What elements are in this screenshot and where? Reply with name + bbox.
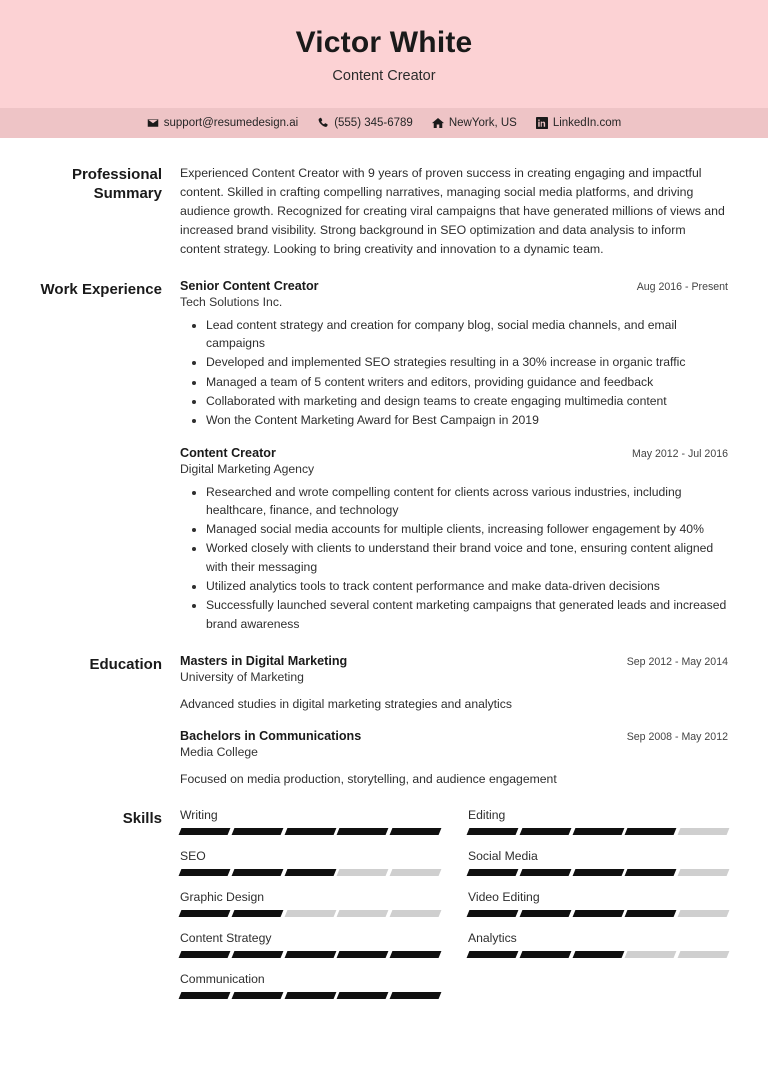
experience-bullet: • Won the Content Marketing Award for Best Campaign in 2019 [206, 411, 728, 429]
experience-entry [180, 279, 728, 430]
experience-list [180, 279, 728, 634]
experience-job-title: Content Creator [180, 445, 276, 460]
skill-name: Video Editing [468, 890, 540, 905]
skill-name: Communication [180, 972, 265, 987]
skill-rating-bar [180, 992, 440, 999]
skill-rating-segment [179, 869, 231, 876]
candidate-name: Victor White [295, 26, 473, 59]
education-school: University of Marketing [180, 669, 304, 684]
skill-item [180, 972, 440, 999]
contact-location-text: NewYork, US [448, 116, 517, 129]
contact-email[interactable] [147, 117, 298, 129]
education-entry [180, 729, 728, 788]
skill-item [180, 890, 440, 917]
skill-rating-segment [284, 951, 336, 958]
skill-rating-segment [231, 869, 283, 876]
section-label-summary: Professional Summary [71, 165, 162, 202]
experience-bullet-list [180, 316, 728, 430]
skill-rating-segment [284, 992, 336, 999]
experience-entry [180, 446, 728, 633]
skill-rating-segment [572, 951, 624, 958]
phone-icon [317, 117, 329, 129]
experience-entry-head [180, 446, 728, 460]
skill-rating-segment [678, 828, 730, 835]
skill-rating-segment [467, 910, 519, 917]
experience-bullet-list [180, 483, 728, 633]
section-label-education: Education [89, 655, 162, 673]
skill-item [468, 808, 728, 835]
skill-rating-bar [180, 910, 440, 917]
experience-bullet: • Successfully launched several content marketing campaigns that generated leads and increased brand awareness [206, 596, 728, 633]
contact-phone-text: (555) 345-6789 [334, 116, 413, 129]
skill-name: Graphic Design [180, 890, 264, 905]
section-skills [40, 808, 728, 999]
experience-bullet: • Utilized analytics tools to track content performance and make data-driven decisions [206, 577, 728, 595]
experience-bullet: • Worked closely with clients to understand their brand voice and tone, ensuring content aligned with their messaging [206, 539, 728, 576]
skill-rating-segment [467, 951, 519, 958]
skill-name: Content Strategy [180, 931, 272, 946]
skill-rating-bar [468, 910, 728, 917]
skill-item [180, 849, 440, 876]
home-icon [432, 117, 444, 129]
skill-rating-segment [337, 869, 389, 876]
experience-entry-head [180, 279, 728, 293]
skill-item [180, 931, 440, 958]
education-degree: Masters in Digital Marketing [180, 653, 348, 668]
skill-rating-segment [231, 951, 283, 958]
experience-bullet: • Managed a team of 5 content writers and editors, providing guidance and feedback [206, 373, 728, 391]
candidate-job-title: Content Creator [332, 67, 436, 84]
skills-content [180, 808, 728, 999]
education-school: Media College [180, 745, 258, 760]
skill-rating-segment [572, 910, 624, 917]
experience-bullet: • Collaborated with marketing and design teams to create engaging multimedia content [206, 392, 728, 410]
skill-rating-segment [390, 828, 442, 835]
skill-rating-segment [179, 992, 231, 999]
experience-bullet: • Researched and wrote compelling content for clients across various industries, including healthcare, finance, and technology [206, 483, 728, 520]
experience-company: Tech Solutions Inc. [180, 294, 283, 309]
skill-rating-bar [468, 828, 728, 835]
section-label-experience: Work Experience [40, 280, 162, 298]
education-date-range: Sep 2008 - May 2012 [626, 731, 728, 744]
skill-rating-segment [519, 910, 571, 917]
skill-rating-bar [180, 828, 440, 835]
education-entry-head [180, 729, 728, 743]
skill-rating-segment [625, 828, 677, 835]
experience-job-title: Senior Content Creator [180, 278, 319, 293]
resume-body [0, 138, 768, 1000]
education-entry-head [180, 654, 728, 668]
education-entry [180, 654, 728, 713]
skill-rating-bar [468, 869, 728, 876]
skill-rating-segment [179, 951, 231, 958]
skill-rating-segment [678, 869, 730, 876]
skill-rating-segment [678, 951, 730, 958]
section-education [40, 654, 728, 789]
skill-rating-segment [390, 869, 442, 876]
experience-company: Digital Marketing Agency [180, 461, 315, 476]
skill-rating-segment [179, 828, 231, 835]
experience-bullet: • Developed and implemented SEO strategies resulting in a 30% increase in organic traffic [206, 353, 728, 371]
contact-bar [0, 108, 768, 138]
skill-rating-segment [231, 910, 283, 917]
skill-rating-segment [467, 869, 519, 876]
experience-bullet: • Lead content strategy and creation for company blog, social media channels, and email campaigns [206, 316, 728, 353]
skill-item [180, 808, 440, 835]
skill-rating-segment [519, 869, 571, 876]
skill-rating-segment [625, 869, 677, 876]
skill-rating-segment [179, 910, 231, 917]
skill-rating-segment [519, 951, 571, 958]
skill-rating-segment [390, 992, 442, 999]
skill-rating-segment [231, 992, 283, 999]
skill-rating-segment [572, 869, 624, 876]
skill-name: SEO [180, 849, 206, 864]
skill-rating-segment [231, 828, 283, 835]
section-label-skills: Skills [122, 810, 162, 828]
skill-rating-segment [337, 828, 389, 835]
skill-rating-bar [180, 869, 440, 876]
skill-rating-segment [625, 951, 677, 958]
summary-text: Experienced Content Creator with 9 years of proven success in creating engaging and impactful content. Skilled in crafting compelling narratives, managing social media platforms, and driving audience growth. Recognized for creating viral campaigns that have generated millions of views and increased brand visibility. Strong background in SEO optimization and data analysis to inform content strategy. Looking to bring creativity and innovation to a dynamic team. [180, 165, 725, 256]
skill-rating-segment [678, 910, 730, 917]
skill-item [468, 890, 728, 917]
skill-rating-bar [180, 951, 440, 958]
contact-linkedin-text: LinkedIn.com [552, 116, 622, 129]
section-work-experience [40, 279, 728, 634]
experience-date-range: May 2012 - Jul 2016 [632, 447, 728, 460]
skill-rating-segment [519, 828, 571, 835]
skill-rating-segment [337, 910, 389, 917]
education-date-range: Sep 2012 - May 2014 [626, 655, 728, 668]
education-description: Focused on media production, storytelling, and audience engagement [180, 772, 557, 787]
contact-location[interactable] [432, 117, 517, 129]
skill-rating-segment [390, 910, 442, 917]
linkedin-icon [536, 117, 548, 129]
summary-content [180, 164, 728, 259]
skills-grid [180, 808, 728, 999]
skill-rating-segment [390, 951, 442, 958]
skill-name: Editing [468, 808, 506, 823]
skill-name: Social Media [468, 849, 538, 864]
skill-rating-segment [337, 951, 389, 958]
skill-rating-segment [572, 828, 624, 835]
skill-rating-segment [284, 828, 336, 835]
education-degree: Bachelors in Communications [180, 729, 362, 744]
skill-item [468, 849, 728, 876]
skill-rating-segment [337, 992, 389, 999]
skill-name: Writing [180, 808, 218, 823]
section-professional-summary [40, 164, 728, 259]
envelope-icon [147, 117, 159, 129]
skill-rating-segment [625, 910, 677, 917]
contact-email-text: support@resumedesign.ai [163, 116, 299, 129]
experience-date-range: Aug 2016 - Present [636, 280, 728, 293]
skill-item [468, 931, 728, 958]
contact-phone[interactable] [317, 117, 413, 129]
skill-name: Analytics [468, 931, 517, 946]
experience-bullet: • Managed social media accounts for multiple clients, increasing follower engagement by 40% [206, 520, 728, 538]
skill-rating-segment [284, 869, 336, 876]
skill-rating-segment [467, 828, 519, 835]
skill-rating-segment [284, 910, 336, 917]
resume-header [0, 0, 768, 108]
contact-linkedin[interactable] [536, 117, 621, 129]
education-description: Advanced studies in digital marketing strategies and analytics [180, 696, 512, 711]
education-list [180, 654, 728, 789]
skill-rating-bar [468, 951, 728, 958]
